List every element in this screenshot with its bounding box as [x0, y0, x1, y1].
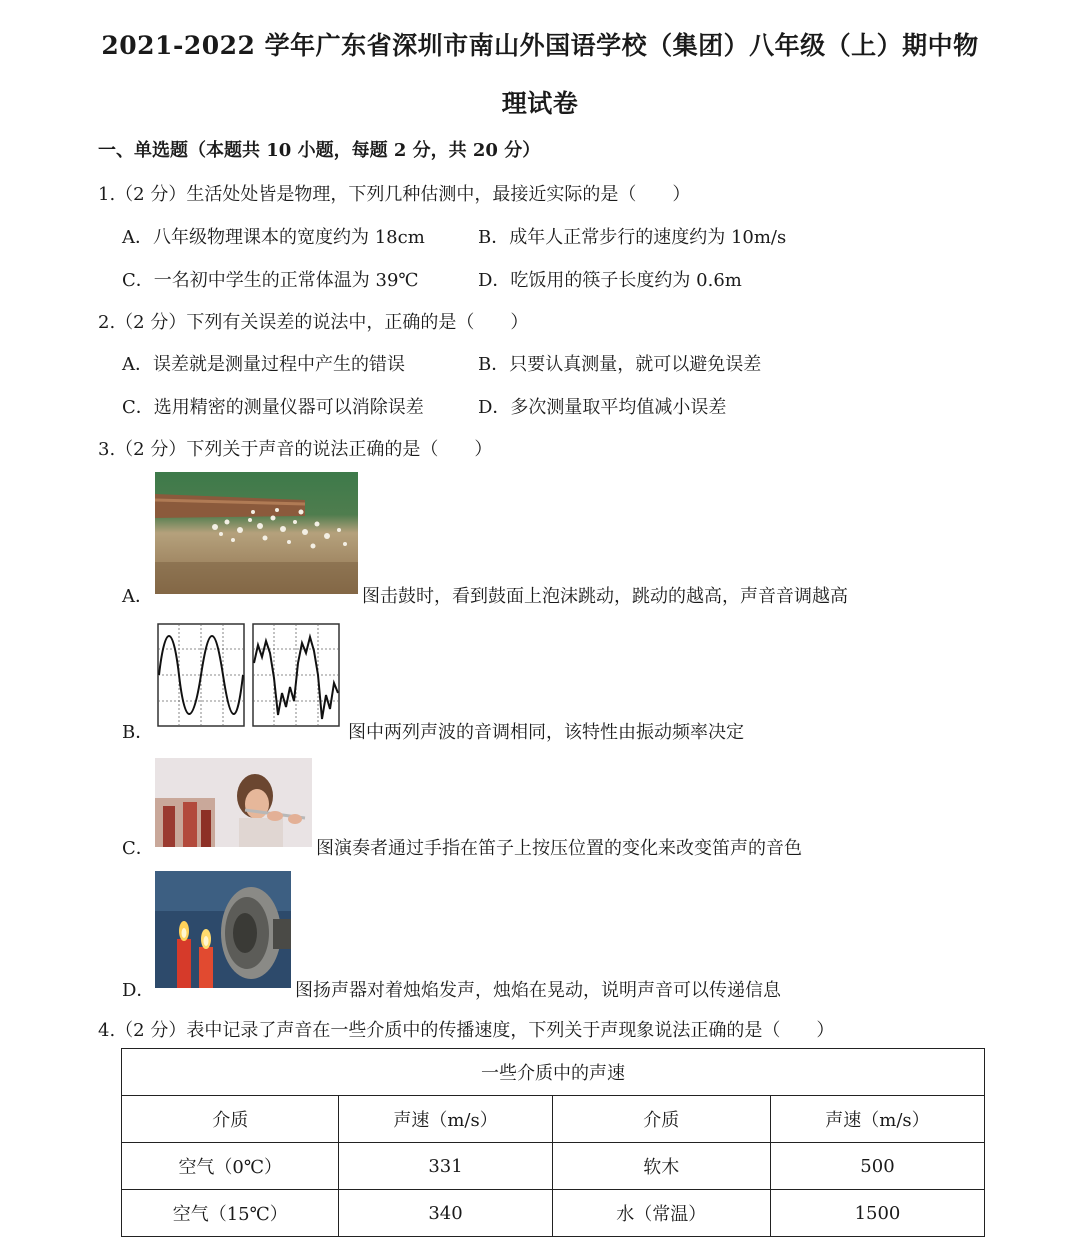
sound-speed-table — [121, 1048, 985, 1237]
table-cell: 空气（15℃） — [122, 1190, 339, 1237]
drum-foam-image — [155, 472, 358, 594]
table-header-cell: 声速（m/s） — [339, 1096, 552, 1143]
exam-title-line-1: 2021-2022 学年广东省深圳市南山外国语学校（集团）八年级（上）期中物 — [101, 31, 979, 60]
question-2-option-c: C．选用精密的测量仪器可以消除误差 — [122, 397, 424, 418]
table-cell: 340 — [339, 1190, 552, 1237]
table-cell: 空气（0℃） — [122, 1143, 339, 1190]
question-1-option-c: C．一名初中学生的正常体温为 39℃ — [122, 270, 419, 291]
flute-player-image — [155, 758, 312, 847]
question-4-stem: 4.（2 分）表中记录了声音在一些介质中的传播速度，下列关于声现象说法正确的是（ ） — [98, 1020, 835, 1041]
table-header-cell: 声速（m/s） — [770, 1096, 984, 1143]
speaker-candle-image — [155, 871, 291, 988]
table-header-row — [122, 1096, 985, 1143]
question-3-option-c-caption: 图演奏者通过手指在笛子上按压位置的变化来改变笛声的音色 — [316, 838, 802, 859]
question-1-option-b: B．成年人正常步行的速度约为 10m/s — [478, 227, 787, 248]
complex-wave-graph — [252, 623, 340, 727]
table-row — [122, 1143, 985, 1190]
question-2-option-b: B．只要认真测量，就可以避免误差 — [478, 354, 762, 375]
question-1-option-a: A．八年级物理课本的宽度约为 18cm — [122, 227, 425, 248]
question-3-option-c-letter: C． — [122, 838, 154, 859]
exam-title-line-2: 理试卷 — [501, 89, 579, 118]
table-header-cell: 介质 — [122, 1096, 339, 1143]
table-cell: 软木 — [552, 1143, 770, 1190]
table-header-cell: 介质 — [552, 1096, 770, 1143]
question-3-option-d-letter: D． — [122, 980, 155, 1001]
table-row — [122, 1190, 985, 1237]
table-cell: 500 — [770, 1143, 984, 1190]
table-caption-row — [122, 1049, 985, 1096]
question-3-option-b-caption: 图中两列声波的音调相同，该特性由振动频率决定 — [348, 722, 744, 743]
question-2-stem: 2.（2 分）下列有关误差的说法中，正确的是（ ） — [98, 312, 529, 333]
section-heading: 一、单选题（本题共 10 小题，每题 2 分，共 20 分） — [98, 140, 541, 161]
question-2-option-a: A．误差就是测量过程中产生的错误 — [122, 354, 405, 375]
question-3-option-a-letter: A． — [122, 586, 153, 607]
table-caption: 一些介质中的声速 — [122, 1049, 985, 1096]
sine-wave-graph — [157, 623, 245, 727]
question-2-option-d: D．多次测量取平均值减小误差 — [478, 397, 727, 418]
question-1-stem: 1.（2 分）生活处处皆是物理，下列几种估测中，最接近实际的是（ ） — [98, 184, 691, 205]
table-cell: 1500 — [770, 1190, 984, 1237]
table-cell: 水（常温） — [552, 1190, 770, 1237]
question-1-option-d: D．吃饭用的筷子长度约为 0.6m — [478, 270, 742, 291]
question-3-option-b-letter: B． — [122, 722, 154, 743]
question-3-option-d-caption: 图扬声器对着烛焰发声，烛焰在晃动，说明声音可以传递信息 — [295, 980, 781, 1001]
question-3-option-a-caption: 图击鼓时，看到鼓面上泡沫跳动，跳动的越高，声音音调越高 — [362, 586, 848, 607]
question-3-stem: 3.（2 分）下列关于声音的说法正确的是（ ） — [98, 439, 493, 460]
table-cell: 331 — [339, 1143, 552, 1190]
